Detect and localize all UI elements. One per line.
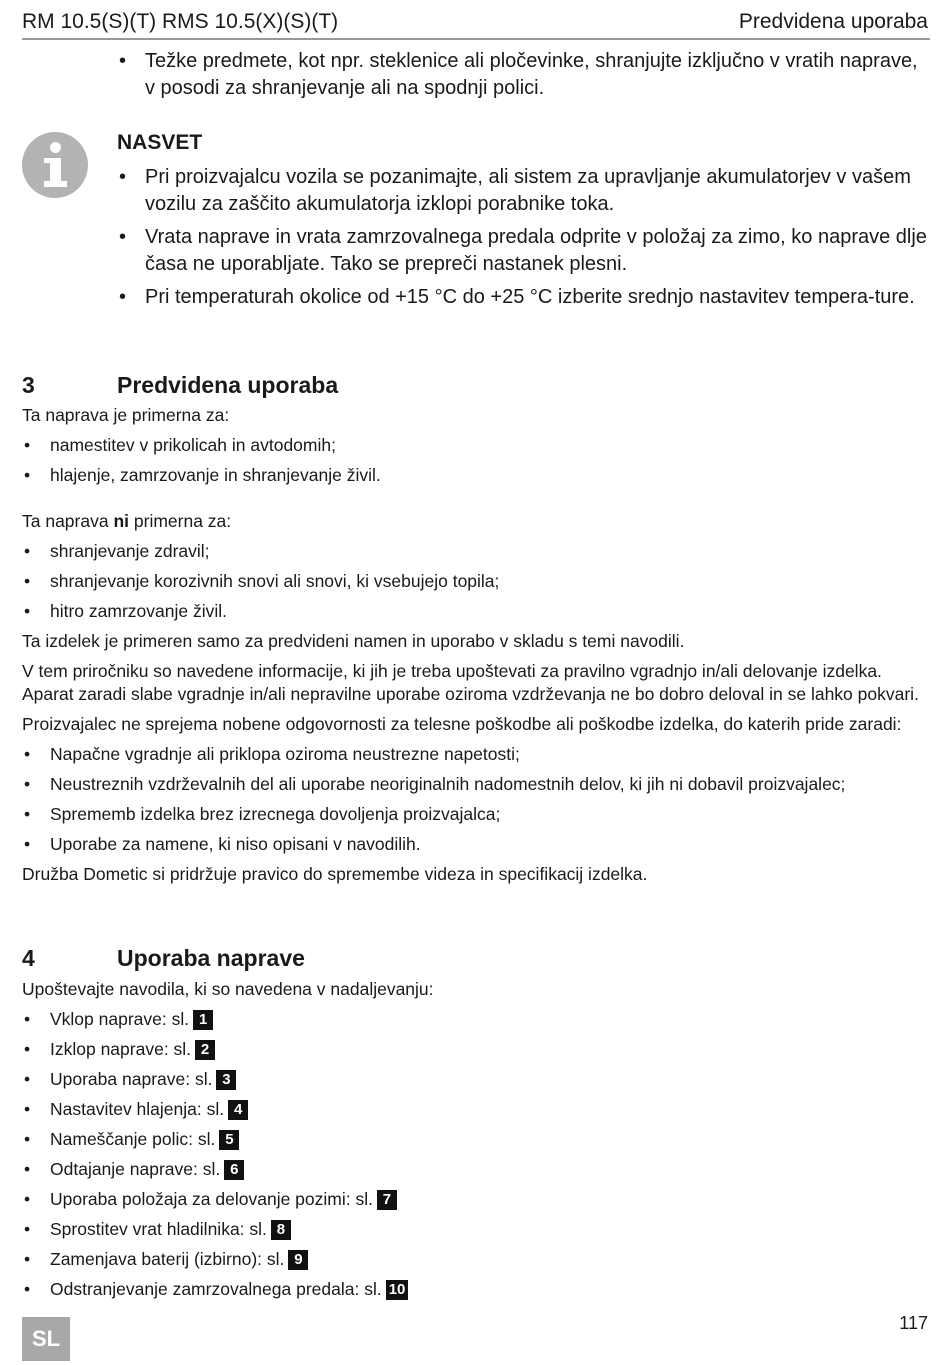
list-item: • Uporaba položaja za delovanje pozimi: sl. 7: [22, 1188, 932, 1211]
language-badge: SL: [22, 1317, 70, 1361]
figure-ref: 7: [377, 1190, 397, 1210]
list-item: • Sprostitev vrat hladilnika: sl. 8: [22, 1218, 932, 1241]
figure-ref: 10: [386, 1280, 409, 1300]
paragraph: Proizvajalec ne sprejema nobene odgovornosti za telesne poškodbe ali poškodbe izdelka, do katerih pride zaradi:: [22, 714, 902, 734]
figure-ref: 2: [195, 1040, 215, 1060]
paragraph: Ta naprava ni primerna za:: [22, 511, 232, 531]
section-number: 4: [22, 945, 35, 971]
list-item: • Sprememb izdelka brez izrecnega dovoljenja proizvajalca;: [22, 803, 932, 826]
list-item: • hitro zamrzovanje živil.: [22, 600, 932, 623]
section-4-body: [22, 978, 932, 1308]
liability-list: [22, 743, 932, 856]
model-name: RM 10.5(S)(T) RMS 10.5(X)(S)(T): [22, 10, 339, 33]
page-number: 117: [899, 1313, 928, 1333]
list-item: • shranjevanje korozivnih snovi ali snovi, ki vsebujejo topila;: [22, 570, 932, 593]
top-bullet-list: [117, 48, 929, 108]
list-item: • namestitev v prikolicah in avtodomih;: [22, 434, 932, 457]
list-item: • Uporabe za namene, ki niso opisani v navodilih.: [22, 833, 932, 856]
paragraph: V tem priročniku so navedene informacije, ki jih je treba upoštevati za pravilno vgradnjo in/ali delovanje izdelka. Aparat zaradi slabe vgradnje in/ali nepravilne uporabe oziroma vzdrževanja ne bo dobro deloval in se lahko pokvari.: [22, 661, 919, 704]
list-item: • Odstranjevanje zamrzovalnega predala: sl. 10: [22, 1278, 932, 1301]
usage-list: [22, 1008, 932, 1301]
section-3-body: [22, 404, 932, 893]
emphasis: ni: [113, 511, 130, 531]
list-item: • Napačne vgradnje ali priklopa oziroma neustrezne napetosti;: [22, 743, 932, 766]
figure-ref: 1: [193, 1010, 213, 1030]
list-item: • Nastavitev hlajenja: sl. 4: [22, 1098, 932, 1121]
figure-ref: 6: [224, 1160, 244, 1180]
list-item: • Izklop naprave: sl. 2: [22, 1038, 932, 1061]
list-item: • Vrata naprave in vrata zamrzovalnega predala odprite v položaj za zimo, ko naprave dlje časa ne uporabljate. Tako se prepreči nastanek plesni.: [117, 224, 929, 278]
figure-ref: 3: [216, 1070, 236, 1090]
figure-ref: 5: [219, 1130, 239, 1150]
figure-ref: 8: [271, 1220, 291, 1240]
list-item: • Pri temperaturah okolice od +15 °C do +25 °C izberite srednjo nastavitev tempera-ture.: [117, 284, 929, 311]
list-item: • hlajenje, zamrzovanje in shranjevanje živil.: [22, 464, 932, 487]
paragraph: Družba Dometic si pridržuje pravico do spremembe videza in specifikacij izdelka.: [22, 864, 648, 884]
page-header: [22, 8, 930, 40]
paragraph: Upoštevajte navodila, ki so navedena v nadaljevanju:: [22, 979, 434, 999]
list-item: • Zamenjava baterij (izbirno): sl. 9: [22, 1248, 932, 1271]
list-item: • shranjevanje zdravil;: [22, 540, 932, 563]
note-title: NASVET: [117, 131, 203, 154]
list-item: • Uporaba naprave: sl. 3: [22, 1068, 932, 1091]
section-title: Uporaba naprave: [117, 945, 305, 971]
list-item: • Odtajanje naprave: sl. 6: [22, 1158, 932, 1181]
list-item: • Pri proizvajalcu vozila se pozanimajte, ali sistem za upravljanje akumulatorjev v vašem vozilu za zaščito akumulatorja izklopi porabnike toka.: [117, 164, 929, 218]
paragraph: Ta izdelek je primeren samo za predvideni namen in uporabo v skladu s temi navodili.: [22, 631, 685, 651]
figure-ref: 4: [228, 1100, 248, 1120]
suitable-list: [22, 434, 932, 487]
not-suitable-list: [22, 540, 932, 623]
list-item: • Neustreznih vzdrževalnih del ali uporabe neoriginalnih nadomestnih delov, ki jih ni dobavil proizvajalec;: [22, 773, 932, 796]
note-box: [117, 130, 929, 317]
paragraph: Ta naprava je primerna za:: [22, 405, 230, 425]
note-list: [117, 164, 929, 311]
list-item: • Vklop naprave: sl. 1: [22, 1008, 932, 1031]
list-item: • Nameščanje polic: sl. 5: [22, 1128, 932, 1151]
chapter-name: Predvidena uporaba: [738, 10, 928, 33]
list-item: • Težke predmete, kot npr. steklenice ali pločevinke, shranjujte izključno v vratih naprave, v posodi za shranjevanje ali na spodnji polici.: [117, 48, 929, 102]
figure-ref: 9: [288, 1250, 308, 1270]
section-number: 3: [22, 372, 35, 398]
info-icon: [22, 132, 88, 198]
section-title: Predvidena uporaba: [117, 372, 339, 398]
